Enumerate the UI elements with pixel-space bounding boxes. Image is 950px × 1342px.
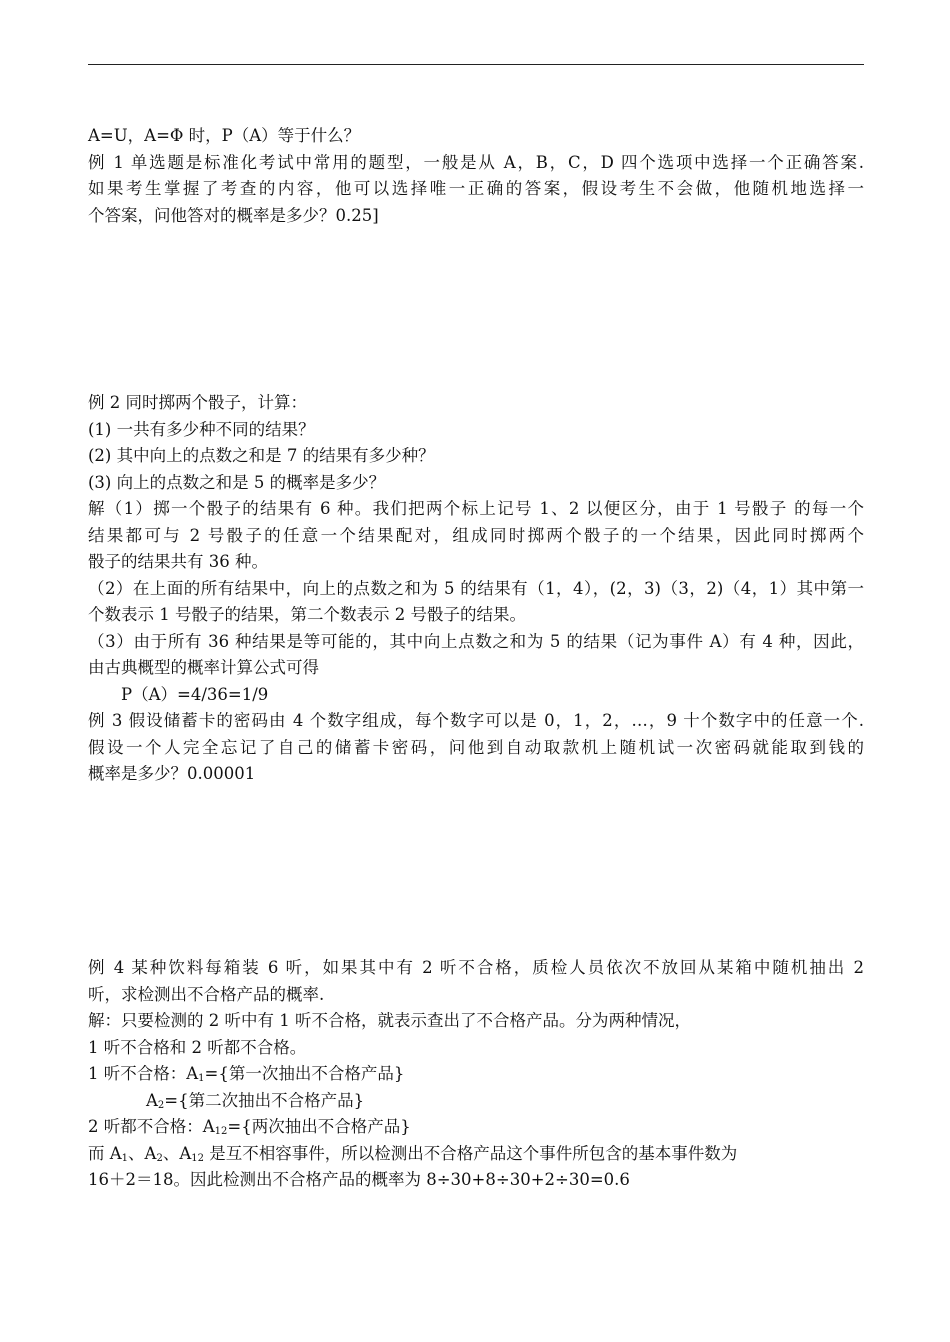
solution-1-line-3: 骰子的结果共有 36 种。 [88,552,268,571]
me-part-b: 、A [128,1143,157,1163]
solution-1-line-1: 解（1）掷一个骰子的结果有 6 种。我们把两个标上记号 1、2 以便区分，由于 1 号骰子 的每一个 [88,499,864,518]
example-4-line-1: 例 4 某种饮料每箱装 6 听，如果其中有 2 听不合格，质检人员依次不放回从某箱中随机抽出 2 [88,958,864,977]
example-3-line-1: 例 3 假设储蓄卡的密码由 4 个数字组成，每个数字可以是 0，1，2，…，9 十个数字中的任意一个. [88,711,864,730]
event-a12-subscript: 12 [214,1126,228,1137]
mutually-exclusive-line [88,1141,864,1168]
solution-2-line-1: （2）在上面的所有结果中，向上的点数之和为 5 的结果有（1，4），(2，3)（3，2)（4，1）其中第一 [88,578,864,598]
question-line: A=U，A=Φ 时，P（A）等于什么？ [88,126,361,145]
solution-4-line-2: 1 听不合格和 2 听都不合格。 [88,1037,307,1057]
me-sub-2: 2 [156,1152,163,1164]
example-2-q2: (2) 其中向上的点数之和是 7 的结果有多少种？ [88,446,435,465]
event-a12-definition: ={两次抽出不合格产品} [227,1117,411,1136]
event-a1-definition: ={第一次抽出不合格产品} [204,1064,405,1083]
solution-3-line-2: 由古典概型的概率计算公式可得 [88,658,319,677]
section-intro [88,123,864,229]
probability-result: P（A）=4/36=1/9 [121,684,269,704]
event-a12-line [88,1114,864,1141]
event-a2-definition: ={第二次抽出不合格产品} [164,1090,365,1110]
solution-1-line-2: 结果都可与 2 号骰子的任意一个结果配对，组成同时掷两个骰子的一个结果，因此同时掷两个 [88,525,864,545]
event-a1-prefix: 1 听不合格：A [88,1064,199,1083]
example-1-line-3: 个答案，问他答对的概率是多少？0.25] [88,205,379,225]
final-probability-line: 16＋2＝18。因此检测出不合格产品的概率为 8÷30+8÷30+2÷30=0.6 [88,1170,630,1189]
example-1-line-2: 如果考生掌握了考查的内容，他可以选择唯一正确的答案，假设考生不会做，他随机地选择一 [88,179,864,198]
example-3-line-2: 假设一个人完全忘记了自己的储蓄卡密码，问他到自动取款机上随机试一次密码就能取到钱的 [88,737,864,757]
header-rule [88,64,864,65]
me-sub-1: 1 [121,1152,129,1164]
event-a2-line [88,1088,864,1115]
example-2-title: 例 2 同时掷两个骰子，计算： [88,393,307,412]
example-3-line-3: 概率是多少？0.00001 [88,764,256,783]
solution-3-line-1: （3）由于所有 36 种结果是等可能的，其中向上点数之和为 5 的结果（记为事件 A）有 4 种，因此， [88,631,864,651]
section-example-2-3 [88,390,864,788]
solution-2-line-2: 个数表示 1 号骰子的结果，第二个数表示 2 号骰子的结果。 [88,605,526,624]
event-a2-subscript: 2 [157,1099,165,1111]
event-a1-line [88,1061,864,1088]
example-2-q3: (3) 向上的点数之和是 5 的概率是多少？ [88,472,386,492]
me-part-a: 而 A [88,1143,122,1163]
event-a1-subscript: 1 [198,1073,205,1084]
solution-4-line-1: 解：只要检测的 2 听中有 1 听不合格，就表示查出了不合格产品。分为两种情况， [88,1011,691,1030]
example-2-q1: (1) 一共有多少种不同的结果？ [88,419,315,439]
me-sub-12: 12 [191,1152,204,1164]
example-1-line-1: 例 1 单选题是标准化考试中常用的题型，一般是从 A，B，C，D 四个选项中选择一个正确答案. [88,152,864,172]
section-example-4 [88,955,864,1194]
event-a12-prefix: 2 听都不合格：A [88,1117,215,1136]
event-a2-prefix: A [146,1090,158,1110]
me-part-c: 、A [162,1143,192,1163]
example-4-line-2: 听，求检测出不合格产品的概率. [88,984,325,1004]
me-part-d: 是互不相容事件，所以检测出不合格产品这个事件所包含的基本事件数为 [204,1143,738,1163]
